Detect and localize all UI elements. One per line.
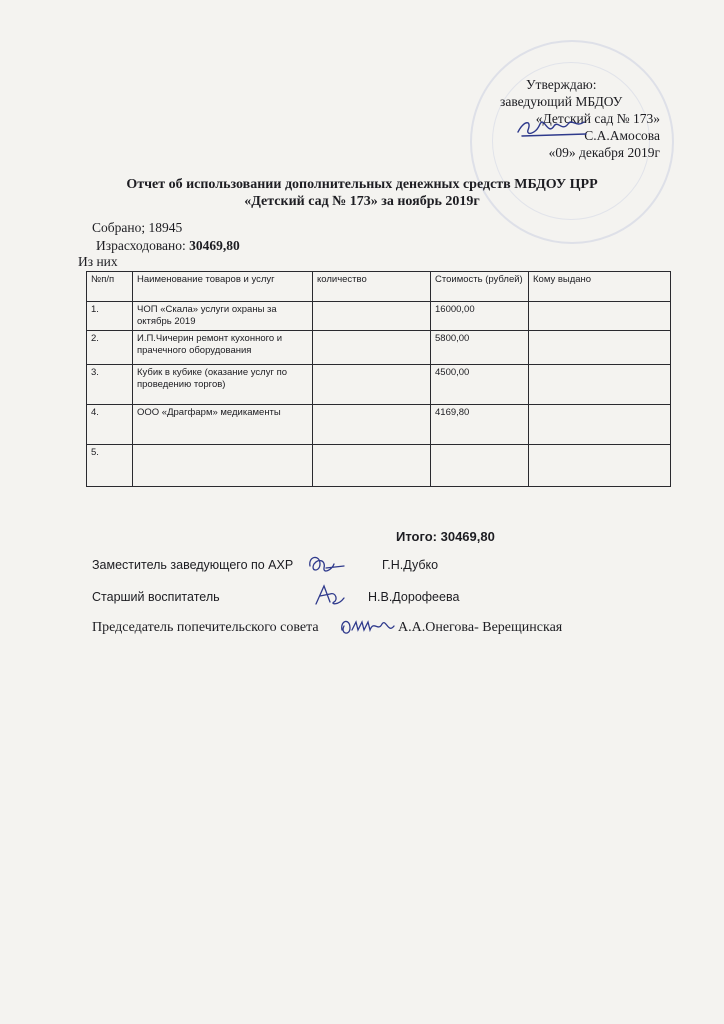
signer-role-deputy: Заместитель заведующего по АХР (92, 558, 294, 572)
row-recipient (529, 405, 671, 445)
report-title-line-2: «Детский сад № 173» за ноябрь 2019г (244, 194, 480, 209)
of-them-label: Из них (78, 254, 118, 269)
row-recipient (529, 445, 671, 487)
row-name: ООО «Драгфарм» медикаменты (133, 405, 313, 445)
signer-name-board-chair: А.А.Онегова- Верещинская (398, 620, 563, 635)
deputy-signature (304, 550, 348, 578)
signer-role-senior-teacher: Старший воспитатель (92, 590, 220, 604)
row-cost: 5800,00 (431, 331, 529, 365)
table-header-row (87, 272, 671, 302)
approval-position: заведующий МБДОУ (500, 94, 623, 109)
table-row (87, 331, 671, 365)
signer-name-deputy: Г.Н.Дубко (382, 558, 439, 572)
director-signature (514, 112, 594, 142)
row-recipient (529, 365, 671, 405)
expenses-table (86, 271, 671, 487)
senior-teacher-signature (308, 580, 348, 610)
row-number: 2. (87, 331, 133, 365)
row-name (133, 445, 313, 487)
report-title-line-1: Отчет об использовании дополнительных денежных средств МБДОУ ЦРР (126, 177, 598, 192)
row-number: 5. (87, 445, 133, 487)
signer-name-senior-teacher: Н.В.Дорофеева (368, 590, 460, 604)
approval-organization: «Детский сад № 173» (535, 111, 660, 126)
row-number: 1. (87, 302, 133, 331)
row-number: 3. (87, 365, 133, 405)
spent-label: Израсходовано: (96, 238, 190, 253)
header-cost: Стоимость (рублей) (431, 272, 529, 302)
row-cost: 16000,00 (431, 302, 529, 331)
row-name: И.П.Чичерин ремонт кухонного и прачечного оборудования (133, 331, 313, 365)
header-recipient: Кому выдано (529, 272, 671, 302)
row-quantity (313, 302, 431, 331)
spent-value: 30469,80 (189, 238, 240, 253)
row-quantity (313, 365, 431, 405)
table-row (87, 302, 671, 331)
approval-date: «09» декабря 2019г (548, 145, 660, 160)
board-chair-signature (336, 612, 400, 642)
row-quantity (313, 331, 431, 365)
row-cost: 4169,80 (431, 405, 529, 445)
row-recipient (529, 302, 671, 331)
signer-role-board-chair: Председатель попечительского совета (92, 620, 319, 635)
row-quantity (313, 445, 431, 487)
spent-amount (96, 238, 240, 254)
header-quantity: количество (313, 272, 431, 302)
total-amount: Итого: 30469,80 (396, 529, 495, 544)
row-cost: 4500,00 (431, 365, 529, 405)
row-number: 4. (87, 405, 133, 445)
row-cost (431, 445, 529, 487)
approval-heading: Утверждаю: (526, 77, 597, 92)
report-title (0, 176, 724, 210)
header-number: №п/п (87, 272, 133, 302)
row-quantity (313, 405, 431, 445)
table-row (87, 365, 671, 405)
row-name: Кубик в кубике (оказание услуг по проведению торгов) (133, 365, 313, 405)
header-name: Наименование товаров и услуг (133, 272, 313, 302)
row-recipient (529, 331, 671, 365)
row-name: ЧОП «Скала» услуги охраны за октябрь 2019 (133, 302, 313, 331)
table-row (87, 445, 671, 487)
collected-amount: Собрано; 18945 (92, 220, 183, 235)
table-row (87, 405, 671, 445)
approval-name: С.А.Амосова (584, 128, 660, 143)
